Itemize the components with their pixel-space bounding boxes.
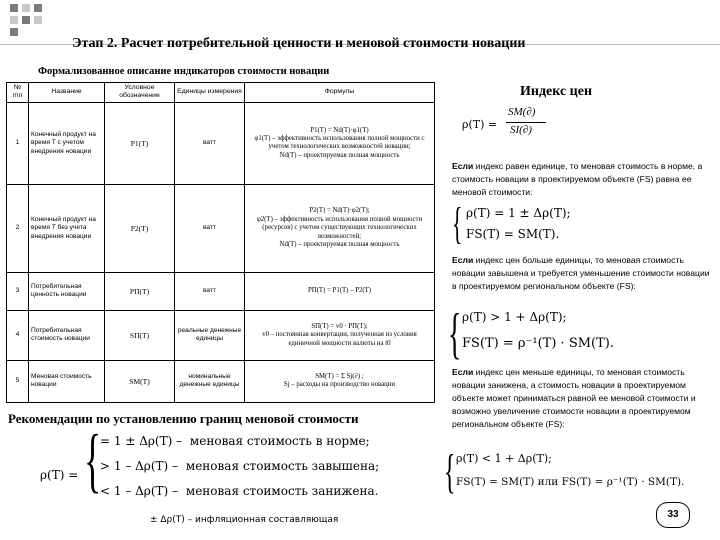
row-formula xyxy=(245,310,435,360)
row-name: Конечный продукт на время T без учета внедрения новации xyxy=(29,184,105,272)
header-unit: Единицы измерения xyxy=(175,83,245,103)
recommendations-title: Рекомендации по установлению границ меновой стоимости xyxy=(8,411,359,426)
deco-square xyxy=(22,16,30,24)
para-text: индекс цен меньше единицы, то меновая стоимость новации занижена, а стоимость новации в проектируемом объекте может приниматься равной ее меновой стоимости и возможно увеличение стоимости новации в проектируемом региональном объекте (FS): xyxy=(452,367,696,429)
table-header-row xyxy=(7,83,435,103)
rec-case xyxy=(100,434,370,448)
formula-line: SП(T) = v0 · PП(T); xyxy=(311,322,368,330)
row-symbol: SM(T) xyxy=(105,360,175,402)
row-name: Меновая стоимость новации xyxy=(29,360,105,402)
header-no: № п\п xyxy=(7,83,29,103)
sys1-brace: { xyxy=(452,199,463,248)
row-no: 5 xyxy=(7,360,29,402)
row-formula xyxy=(245,360,435,402)
row-symbol: SП(T) xyxy=(105,310,175,360)
sys3-brace: { xyxy=(444,445,456,498)
formula-line: Sj – расходы на производство новации xyxy=(283,381,396,389)
table-row xyxy=(7,102,435,184)
row-no: 3 xyxy=(7,272,29,310)
deco-square xyxy=(22,4,30,12)
sys1-line: FS(T) = SM(T). xyxy=(466,227,560,241)
rec-lhs: ρ(T) = xyxy=(40,468,79,482)
price-index-paragraph-3 xyxy=(452,366,714,431)
rec-case-label: меновая стоимость завышена; xyxy=(185,459,380,473)
row-no: 4 xyxy=(7,310,29,360)
price-index-paragraph-2 xyxy=(452,254,714,293)
formula-line: SM(T) = Σ Sj(∂) ; xyxy=(315,372,364,380)
deco-square xyxy=(10,28,18,36)
rec-case-cond: = 1 ± Δρ(T) – xyxy=(100,434,183,448)
header-formula: Формулы xyxy=(245,83,435,103)
para-lead: Если xyxy=(452,367,474,377)
table-row xyxy=(7,272,435,310)
row-unit: ватт xyxy=(175,102,245,184)
formula-line: P2(T) = Nd(T)·φ2(T); xyxy=(309,207,370,215)
formula-line: Nd(T) – проектируемая полная мощность xyxy=(279,241,400,249)
header-symbol: Условное обозначение xyxy=(105,83,175,103)
para-text: индекс цен больше единицы, то меновая стоимость новации завышена и требуется уменьшение стоимости новации в проектируемом региональном объекте (FS): xyxy=(452,255,710,291)
row-symbol: PП(T) xyxy=(105,272,175,310)
sys1-line: ρ(T) = 1 ± Δρ(T); xyxy=(466,206,571,220)
row-formula xyxy=(245,272,435,310)
rec-case-label: меновая стоимость в норме; xyxy=(189,434,370,448)
rec-case-label: меновая стоимость занижена. xyxy=(185,484,379,498)
row-symbol: P1(T) xyxy=(105,102,175,184)
formula-line: Nd(T) – проектируемая полная мощность xyxy=(279,151,400,159)
sys3-line: FS(T) = SM(T) или FS(T) = ρ⁻¹(T) · SM(T). xyxy=(456,476,685,488)
row-formula xyxy=(245,184,435,272)
price-index-title: Индекс цен xyxy=(520,84,593,99)
rec-case xyxy=(100,459,379,473)
sys2-line: ρ(T) > 1 + Δρ(T); xyxy=(462,310,567,324)
sys2-brace: { xyxy=(448,303,462,365)
price-index-denominator: SI(∂) xyxy=(510,124,532,136)
header-name: Название xyxy=(29,83,105,103)
row-name: Потребительная ценность новации xyxy=(29,272,105,310)
slide-subtitle: Формализованное описание индикаторов стоимости новации xyxy=(38,66,330,77)
formula-line: v0 – постоянная конвертации, полученная из условия единичной мощности валюты на t0 xyxy=(262,331,417,347)
deco-square xyxy=(10,16,18,24)
sys3-line: ρ(T) < 1 + Δρ(T); xyxy=(456,452,552,465)
para-lead: Если xyxy=(452,161,474,171)
sys2-line: FS(T) = ρ⁻¹(T) · SM(T). xyxy=(462,336,614,351)
table-row xyxy=(7,310,435,360)
deco-square xyxy=(34,16,42,24)
price-index-numerator: SM(∂) xyxy=(508,106,536,118)
formula-line: φ1(T) – эффективность использования полной мощности с учетом технологических возможностей новации; xyxy=(254,134,425,151)
price-index-lhs: ρ(T) = xyxy=(462,118,498,131)
deco-square xyxy=(34,4,42,12)
page-number-badge: 33 xyxy=(656,502,690,528)
row-name: Конечный продукт на время T с учетом внедрения новации xyxy=(29,102,105,184)
row-no: 2 xyxy=(7,184,29,272)
row-unit: ватт xyxy=(175,272,245,310)
slide-title: Этап 2. Расчет потребительной ценности и меновой стоимости новации xyxy=(72,36,526,51)
rec-brace: { xyxy=(84,420,102,500)
indicators-table xyxy=(6,82,435,403)
rec-case-cond: < 1 – Δρ(T) – xyxy=(100,484,179,498)
row-unit: ватт xyxy=(175,184,245,272)
table-row xyxy=(7,184,435,272)
inflation-note: ± Δρ(T) – инфляционная составляющая xyxy=(150,515,339,525)
para-lead: Если xyxy=(452,255,474,265)
rec-case xyxy=(100,484,378,498)
row-unit: реальные денежные единицы xyxy=(175,310,245,360)
row-symbol: P2(T) xyxy=(105,184,175,272)
row-name: Потребительная стоимость новации xyxy=(29,310,105,360)
row-no: 1 xyxy=(7,102,29,184)
table-row xyxy=(7,360,435,402)
deco-square xyxy=(10,4,18,12)
row-formula xyxy=(245,102,435,184)
formula-line: P1(T) = Nd(T)·φ1(T) xyxy=(310,126,369,134)
formula-line: φ2(T) – эффективность использования полной мощности (ресурсов) с учетом существующих технологических возможностей; xyxy=(256,215,423,240)
formula-line: PП(T) = P1(T) – P2(T) xyxy=(307,287,372,295)
price-index-paragraph-1 xyxy=(452,160,714,199)
row-unit: номинальные денежные единицы xyxy=(175,360,245,402)
fraction-bar xyxy=(506,122,546,123)
rec-case-cond: > 1 – Δρ(T) – xyxy=(100,459,179,473)
para-text: индекс равен единице, то меновая стоимость в норме, а стоимость новации в проектируемом объекте (FS) равна ее меновой стоимости: xyxy=(452,161,703,197)
